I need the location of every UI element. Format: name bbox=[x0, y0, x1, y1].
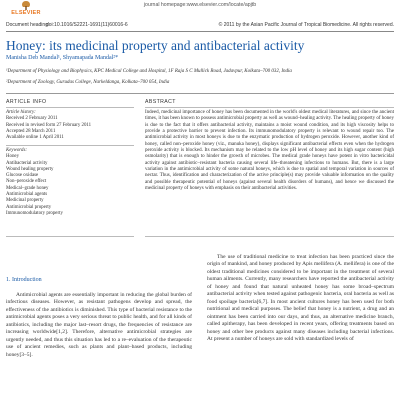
introduction-paragraph-right: The use of traditional medicine to treat infection has been practiced since the origin of mankind, and honey produced by Apis mellifera (A. mellifera) is one of the oldest traditional medicines considered to be important in the treatment of several human ailments. Currently, many researchers have reported the antibacterial activity of honey and found that natural unheated honey has some broad–spectrum antibacterial activity when tested against pathogenic bacteria, oral bacteria as well as food spoilage bacteria[6,7]. In most ancient cultures honey has been used for both nutritional and medical purposes. The belief that honey is a nutrient, a drug and an ointment has been carried into our days, and thus, an alternative medicine branch, called apitherapy, has been developed in recent years, offering treatments based on honey and other bee products against many diseases including bacterial infections. At present a number of honeys are sold with standardized levels of bbox=[207, 254, 394, 342]
article-title: Honey: its medicinal property and antibacterial activity bbox=[6, 38, 305, 53]
keyword-item: Antimicrobial agents bbox=[6, 192, 48, 198]
article-authors: Manisha Deb Mandal¹, Shyamapada Mandal²* bbox=[6, 55, 119, 61]
affiliation-2: ²Department of Zoology, Gurudas College, Narkeldanga, Kolkata–700 054, India bbox=[6, 80, 170, 85]
abstract-text: Indeed, medicinal importance of honey has been documented in the world's oldest medical literatures, and since the ancient times, it has been known to possess antimicrobial property as well as wound–healing activity. The healing property of honey is due to the fact that it offers antibacterial activity, maintains a moist wound condition, and its high viscosity helps to provide a protective barrier to prevent infection. Its immunomodulatory property is relevant to wound repair too. The antimicrobial activity in most honeys is due to the enzymatic production of hydrogen peroxide. However, another kind of honey, called non–peroxide honey (viz., manuka honey), displays significant antibacterial effects even when the hydrogen peroxide activity is blocked. Its mechanism may be related to the low pH level of honey and its high sugar content (high osmolarity) that is enough to hinder the growth of microbes. The medical grade honeys have potent in vitro bactericidal activity against antibiotic–resistant bacteria causing several life–threatening infections to humans. But, there is a large variation in the antimicrobial activity of some natural honeys, which is due to spatial and temporal variation in sources of nectar. Thus, identification and characterization of the active principle(s) may provide valuable information on the quality and possible therapeutic potential of honeys (against several health disorders of humans), and hence we discussed the medicinal property of honeys with emphasis on their antibacterial activities. bbox=[145, 110, 394, 192]
keywords-divider bbox=[6, 145, 134, 146]
keyword-item: Honey bbox=[6, 154, 20, 160]
publisher-logo-text: ELSEVIER bbox=[11, 10, 41, 16]
article-history bbox=[6, 110, 134, 141]
keyword-item: Antimicrobial property bbox=[6, 204, 52, 210]
abstract-heading: ABSTRACT bbox=[145, 99, 176, 105]
history-item: Accepted 28 March 2011 bbox=[6, 128, 56, 134]
introduction-paragraph-left: Antimicrobial agents are essentially important in reducing the global burden of infectious diseases. However, as resistant pathogens develop and spread, the effectiveness of the antibiotics is diminished. This type of bacterial resistance to the antimicrobial agents poses a very serious threat to public health, and for all kinds of antibiotics, including the major last–resort drugs, the frequencies of resistance are increasing worldwide[1,2]. Therefore, alternative antimicrobial strategies are urgently needed, and thus this situation has led to a re–evaluation of the therapeutic use of ancient remedies, such as plants and plant–based products, including honey[3–5]. bbox=[6, 292, 192, 358]
keyword-item: Glucose oxidase bbox=[6, 173, 39, 179]
article-history-label: Article history: bbox=[6, 110, 36, 115]
affiliation-1: ¹Department of Physiology and Biophysics, KPC Medical College and Hospital, 1F Raja S C Mullick Road, Jadavpur, Kolkata–700 032, India bbox=[6, 69, 292, 74]
title-divider bbox=[6, 31, 394, 32]
history-item: Available online 1 April 2011 bbox=[6, 135, 64, 141]
abstract-bottom-divider bbox=[145, 236, 394, 237]
history-item: Received in revised form 27 February 2011 bbox=[6, 122, 92, 128]
journal-homepage: journal homepage:www.elsevier.com/locate/apjtb bbox=[143, 2, 257, 8]
keyword-item: Immunomodulatory property bbox=[6, 210, 63, 216]
copyright-notice: © 2011 by the Asian Pacific Journal of Tropical Biomedicine. All rights reserved. bbox=[218, 22, 394, 28]
document-heading: Document heading bbox=[6, 22, 48, 28]
history-item: Received 2 February 2011 bbox=[6, 116, 58, 122]
keyword-item: Antibacterial activity bbox=[6, 160, 48, 166]
keyword-item: Medicinal property bbox=[6, 198, 44, 204]
article-info-bottom-divider bbox=[6, 236, 134, 237]
keywords-label: Keywords: bbox=[6, 148, 28, 153]
article-info-divider bbox=[6, 107, 134, 108]
section-divider bbox=[6, 93, 394, 94]
abstract-divider bbox=[145, 107, 394, 108]
article-info-heading: ARTICLE INFO bbox=[6, 99, 47, 105]
doi-link[interactable]: doi:10.1016/S2221-1691(11)60016-6 bbox=[46, 22, 128, 28]
keyword-item: Medical–grade honey bbox=[6, 185, 49, 191]
introduction-heading: 1. Introduction bbox=[6, 277, 42, 283]
keywords-list bbox=[6, 148, 134, 217]
keyword-item: Non–peroxide effect bbox=[6, 179, 47, 185]
keyword-item: Wound healing property bbox=[6, 166, 54, 172]
